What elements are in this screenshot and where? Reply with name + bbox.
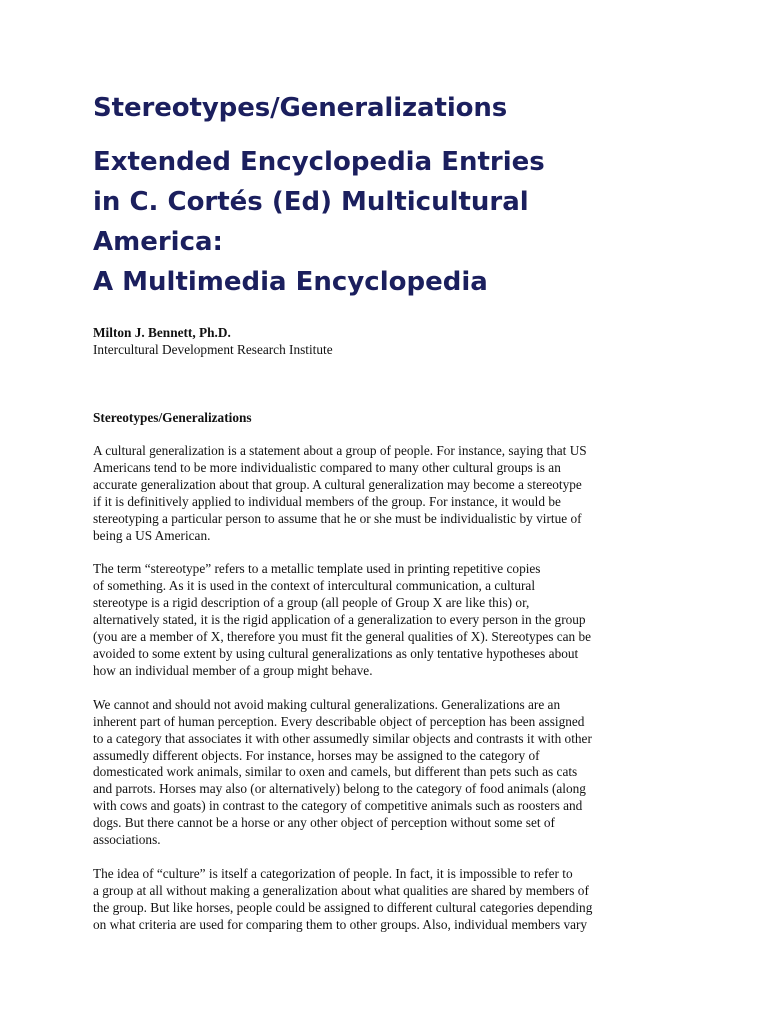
paragraph-line: accurate generalization about that group. A cultural generalization may become a stereotype: [93, 476, 582, 492]
paragraph-line: The idea of “culture” is itself a categorization of people. In fact, it is impossible to refer to: [93, 865, 573, 881]
paragraph-line: The term “stereotype” refers to a metallic template used in printing repetitive copies: [93, 561, 541, 577]
paragraph-line: inherent part of human perception. Every describable object of perception has been assigned: [93, 713, 585, 729]
subtitle-line: America:: [93, 227, 223, 257]
section-heading: Stereotypes/Generalizations: [93, 410, 252, 425]
document-heading: Stereotypes/Generalizations: [93, 93, 508, 123]
paragraph-line: assumedly different objects. For instance, horses may be assigned to the category of: [93, 747, 540, 763]
subtitle-line: in C. Cortés (Ed) Multicultural: [93, 187, 529, 217]
paragraph-line: of something. As it is used in the context of intercultural communication, a cultural: [93, 578, 536, 594]
author-name: Milton J. Bennett, Ph.D.: [93, 325, 231, 340]
subtitle-line: A Multimedia Encyclopedia: [93, 267, 488, 297]
paragraph-line: domesticated work animals, similar to oxen and camels, but different than pets such as cats: [93, 764, 578, 780]
author-block: [93, 324, 683, 358]
paragraph-line: being a US American.: [93, 527, 211, 543]
paragraph-line: the group. But like horses, people could be assigned to different cultural categories depending: [93, 899, 593, 915]
document-page: [93, 88, 683, 934]
body-paragraph: [93, 697, 683, 849]
paragraph-line: how an individual member of a group might behave.: [93, 662, 373, 678]
paragraph-line: We cannot and should not avoid making cultural generalizations. Generalizations are an: [93, 696, 561, 712]
document-subtitle: [93, 142, 683, 302]
author-institute: Intercultural Development Research Institute: [93, 342, 333, 357]
paragraph-line: to a category that associates it with other assumedly similar objects and contrasts it with other: [93, 730, 592, 746]
paragraph-line: alternatively stated, it is the rigid application of a generalization to every person in the group: [93, 612, 586, 628]
body-paragraph: [93, 443, 683, 544]
paragraph-line: if it is definitively applied to individual members of the group. For instance, it would be: [93, 493, 561, 509]
paragraph-line: A cultural generalization is a statement about a group of people. For instance, saying that US: [93, 443, 587, 458]
paragraph-line: avoided to some extent by using cultural generalizations as only tentative hypotheses about: [93, 645, 579, 661]
body-paragraph: [93, 866, 683, 934]
subtitle-line: Extended Encyclopedia Entries: [93, 147, 545, 177]
body-paragraph: [93, 561, 683, 679]
paragraph-line: (you are a member of X, therefore you must fit the general qualities of X). Stereotypes can be: [93, 629, 592, 645]
paragraph-line: dogs. But there cannot be a horse or any other object of perception without some set of: [93, 815, 555, 831]
paragraph-line: Americans tend to be more individualistic compared to many other cultural groups is an: [93, 459, 561, 475]
paragraph-line: and parrots. Horses may also (or alternatively) belong to the category of food animals (along: [93, 781, 586, 797]
paragraph-line: stereotyping a particular person to assume that he or she must be individualistic by virtue of: [93, 510, 582, 526]
paragraph-line: stereotype is a rigid description of a group (all people of Group X are like this) or,: [93, 595, 530, 611]
paragraph-line: with cows and goats) in contrast to the category of competitive animals such as roosters and: [93, 798, 583, 814]
paragraph-line: a group at all without making a generalization about what qualities are shared by members of: [93, 882, 589, 898]
paragraph-line: associations.: [93, 832, 161, 848]
paragraph-line: on what criteria are used for comparing them to other groups. Also, individual members vary: [93, 916, 588, 932]
